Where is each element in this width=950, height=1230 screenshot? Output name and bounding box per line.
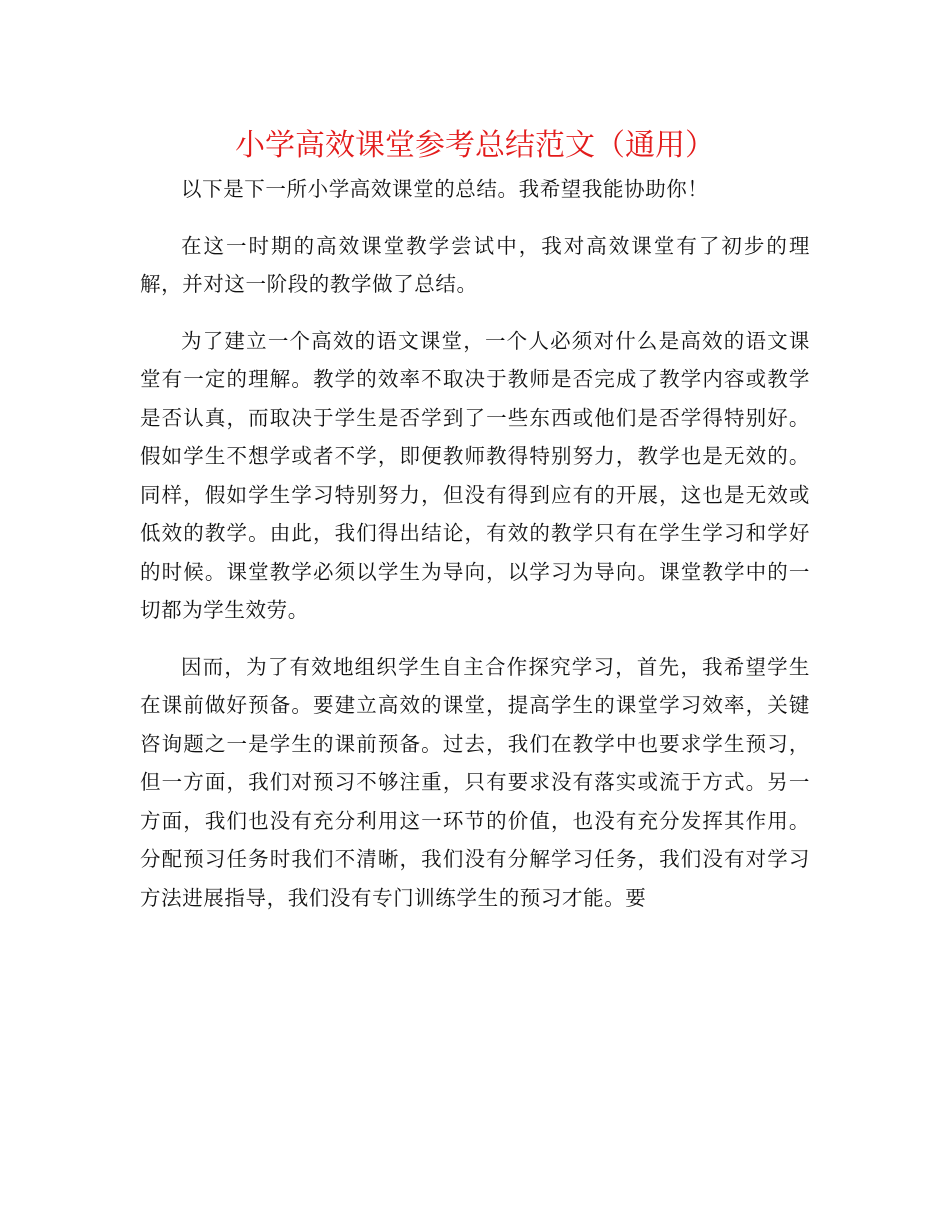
paragraph-4: 因而，为了有效地组织学生自主合作探究学习，首先，我希望学生在课前做好预备。要建立高效的课堂，提高学生的课堂学习效率，关键咨询题之一是学生的课前预备。过去，我们在教学中也要求学生预习，但一方面，我们对预习不够注重，只有要求没有落实或流于方式。另一方面，我们也没有充分利用这一环节的价值，也没有充分发挥其作用。分配预习任务时我们不清晰，我们没有分解学习任务，我们没有对学习方法进展指导，我们没有专门训练学生的预习才能。要 (140, 654, 810, 910)
document-body (140, 170, 810, 917)
paragraph-3: 为了建立一个高效的语文课堂，一个人必须对什么是高效的语文课堂有一定的理解。教学的效率不取决于教师是否完成了教学内容或教学是否认真，而取决于学生是否学到了一些东西或他们是否学得特别好。假如学生不想学或者不学，即便教师教得特别努力，教学也是无效的。同样，假如学生学习特别努力，但没有得到应有的开展，这也是无效或低效的教学。由此，我们得出结论，有效的教学只有在学生学习和学好的时候。课堂教学必须以学生为导向，以学习为导向。课堂教学中的一切都为学生效劳。 (140, 328, 810, 622)
paragraph-intro: 以下是下一所小学高效课堂的总结。我希望我能协助你！ (181, 177, 709, 201)
paragraph-2: 在这一时期的高效课堂教学尝试中，我对高效课堂有了初步的理解，并对这一阶段的教学做了总结。 (140, 233, 810, 296)
document-title: 小学高效课堂参考总结范文（通用） (235, 128, 715, 163)
